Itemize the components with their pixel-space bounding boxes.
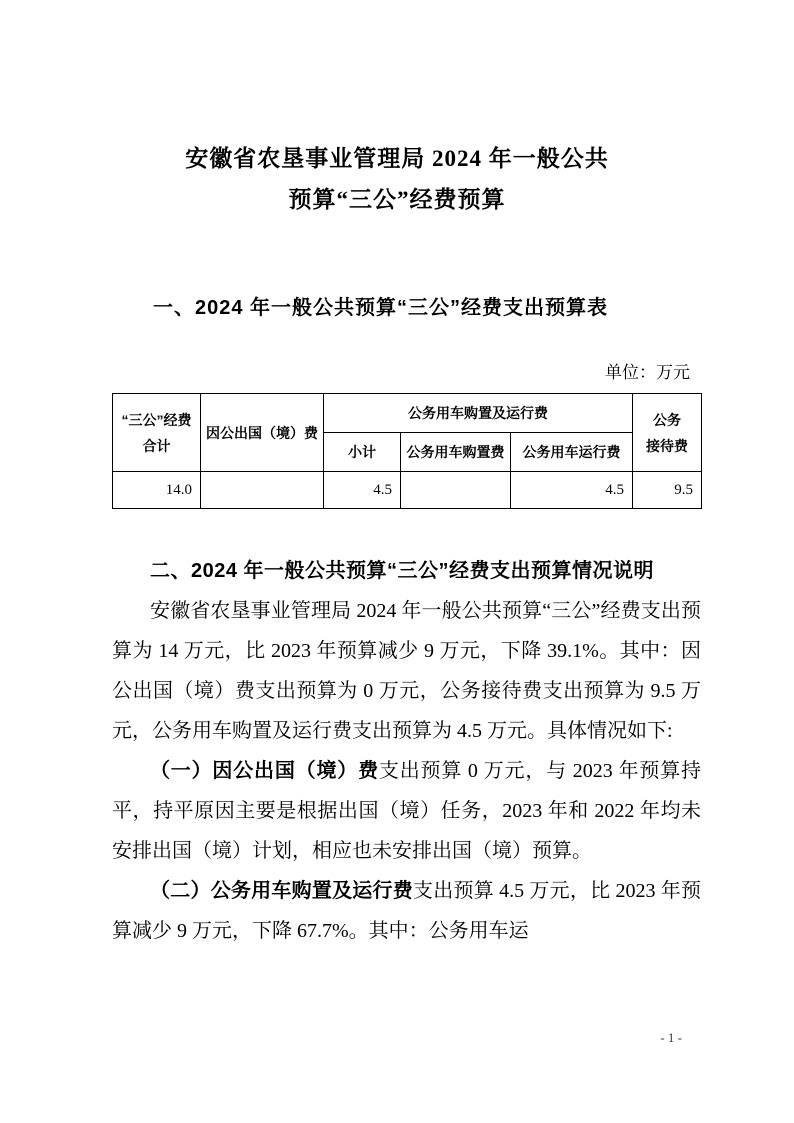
table-data-row <box>113 472 702 509</box>
section1-heading: 一、2024 年一般公共预算“三公”经费支出预算表 <box>153 297 609 319</box>
paragraph-item1 <box>112 751 701 871</box>
cell-abroad <box>201 472 324 509</box>
budget-table <box>112 393 702 509</box>
cell-subtotal: 4.5 <box>324 472 401 509</box>
col-header-total <box>113 394 201 472</box>
col-header-abroad: 因公出国（境）费 <box>201 394 324 472</box>
cell-operation: 4.5 <box>511 472 633 509</box>
col-header-vehicle-group: 公务用车购置及运行费 <box>324 394 633 433</box>
col-header-purchase: 公务用车购置费 <box>401 433 511 472</box>
page-number: - 1 - <box>660 1030 682 1045</box>
cell-reception: 9.5 <box>633 472 702 509</box>
section2-heading: 二、2024 年一般公共预算“三公”经费支出预算情况说明 <box>150 560 655 582</box>
item2-text: 支出预算 4.5 万元，比 2023 年预算减少 9 万元，下降 67.7%。其中：公务用车运 <box>112 880 701 942</box>
table-header-row-1 <box>113 394 702 433</box>
item1-text: 支出预算 0 万元，与 2023 年预算持平，持平原因主要是根据出国（境）任务，2023 年和 2022 年均未安排出国（境）计划，相应也未安排出国（境）预算。 <box>112 760 702 862</box>
col-header-reception-line1: 公务 <box>653 411 682 428</box>
paragraph-item2 <box>112 871 701 951</box>
col-header-operation: 公务用车运行费 <box>511 433 633 472</box>
table-unit-label: 单位：万元 <box>605 363 690 382</box>
item2-lead: （二）公务用车购置及运行费 <box>150 880 413 902</box>
document-title <box>0 138 794 220</box>
paragraph-overview-text: 安徽省农垦事业管理局 2024 年一般公共预算“三公”经费支出预算为 14 万元，比 2023 年预算减少 9 万元，下降 39.1%。其中：因公出国（境）费支出预算为 0 万元，公务接待费支出预算为 9.5 万元，公务用车购置及运行费支出预算为 4.5 万元。具体情况如下: <box>112 600 701 742</box>
col-header-reception <box>633 394 702 472</box>
col-header-reception-line2: 接待费 <box>646 437 689 454</box>
title-line-2: 预算“三公”经费预算 <box>288 187 506 212</box>
col-header-total-line1: “三公”经费 <box>121 411 192 428</box>
cell-total: 14.0 <box>113 472 201 509</box>
title-line-1: 安徽省农垦事业管理局 2024 年一般公共 <box>185 146 609 171</box>
document-body <box>112 551 701 951</box>
cell-purchase <box>401 472 511 509</box>
col-header-subtotal: 小计 <box>324 433 401 472</box>
item1-lead: （一）因公出国（境）费 <box>150 760 379 782</box>
paragraph-overview <box>112 591 701 751</box>
col-header-total-line2: 合计 <box>142 437 171 454</box>
